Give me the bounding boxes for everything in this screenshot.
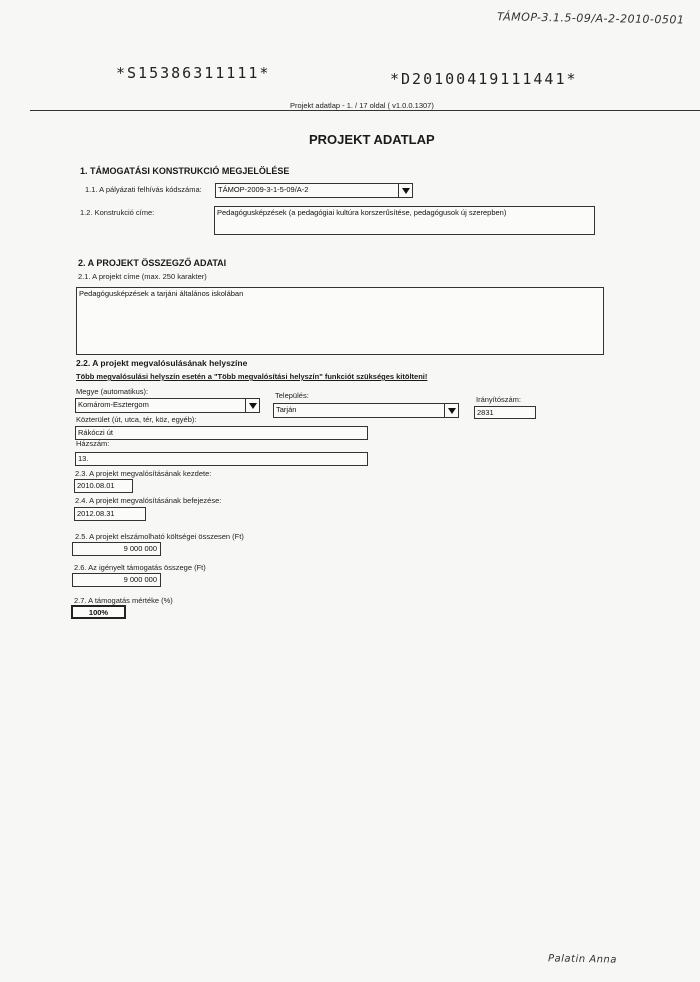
construction-label: 1.2. Konstrukció címe:	[80, 208, 155, 217]
call-code-dropdown-button[interactable]	[398, 184, 412, 197]
chevron-down-icon	[448, 408, 456, 414]
barcode-right-text: *D20100419111441*	[390, 70, 578, 88]
project-title-label: 2.1. A projekt címe (max. 250 karakter)	[78, 272, 207, 281]
costs-label: 2.5. A projekt elszámolható költségei összesen (Ft)	[75, 532, 244, 541]
county-select[interactable]	[75, 398, 260, 413]
handwritten-reference: TÁMOP-3.1.5-09/A-2-2010-0501	[496, 10, 685, 27]
section1-heading: 1. TÁMOGATÁSI KONSTRUKCIÓ MEGJELÖLÉSE	[80, 166, 290, 176]
settlement-dropdown-button[interactable]	[444, 404, 458, 417]
start-date-label: 2.3. A projekt megvalósításának kezdete:	[75, 469, 212, 478]
project-title-field[interactable]: Pedagógusképzések a tarjáni általános iskolában	[76, 287, 604, 355]
chevron-down-icon	[249, 403, 257, 409]
call-code-label: 1.1. A pályázati felhívás kódszáma:	[85, 185, 202, 194]
settlement-select[interactable]	[273, 403, 459, 418]
location-heading: 2.2. A projekt megvalósulásának helyszíne	[76, 358, 248, 368]
location-warning: Több megvalósulási helyszín esetén a "Több megvalósítási helyszín" funkciót szükséges kitölteni!	[76, 372, 428, 381]
settlement-value: Tarján	[276, 405, 297, 414]
county-value: Komárom-Esztergom	[78, 400, 149, 409]
street-field[interactable]: Rákóczi út	[75, 426, 368, 440]
page-title: PROJEKT ADATLAP	[309, 132, 435, 147]
county-label: Megye (automatikus):	[76, 387, 149, 396]
rate-label: 2.7. A támogatás mértéke (%)	[74, 596, 173, 605]
header-rule	[30, 110, 700, 111]
construction-field[interactable]: Pedagógusképzések (a pedagógiai kultúra korszerűsítése, pedagógusok új szerepben)	[214, 206, 595, 235]
page-info: Projekt adatlap - 1. / 17 oldal ( v1.0.0.1307)	[290, 101, 434, 110]
house-label: Házszám:	[76, 439, 110, 448]
start-date-field[interactable]: 2010.08.01	[74, 479, 133, 493]
call-code-value: TÁMOP-2009-3-1-5-09/A-2	[218, 185, 309, 194]
barcode-left-text: *S15386311111*	[116, 64, 271, 82]
zip-field[interactable]: 2831	[474, 406, 536, 419]
house-field[interactable]: 13.	[75, 452, 368, 466]
support-field[interactable]: 9 000 000	[72, 573, 161, 587]
support-label: 2.6. Az igényelt támogatás összege (Ft)	[74, 563, 206, 572]
zip-label: Irányítószám:	[476, 395, 522, 404]
section2-heading: 2. A PROJEKT ÖSSZEGZŐ ADATAI	[78, 258, 227, 268]
handwritten-signature: Palatin Anna	[547, 953, 618, 966]
costs-field[interactable]: 9 000 000	[72, 542, 161, 556]
rate-field: 100%	[71, 605, 126, 619]
chevron-down-icon	[402, 188, 410, 194]
settlement-label: Település:	[275, 391, 309, 400]
street-label: Közterület (út, utca, tér, köz, egyéb):	[76, 415, 197, 424]
end-date-field[interactable]: 2012.08.31	[74, 507, 146, 521]
county-dropdown-button[interactable]	[245, 399, 259, 412]
end-date-label: 2.4. A projekt megvalósításának befejezése:	[75, 496, 222, 505]
call-code-select[interactable]	[215, 183, 413, 198]
